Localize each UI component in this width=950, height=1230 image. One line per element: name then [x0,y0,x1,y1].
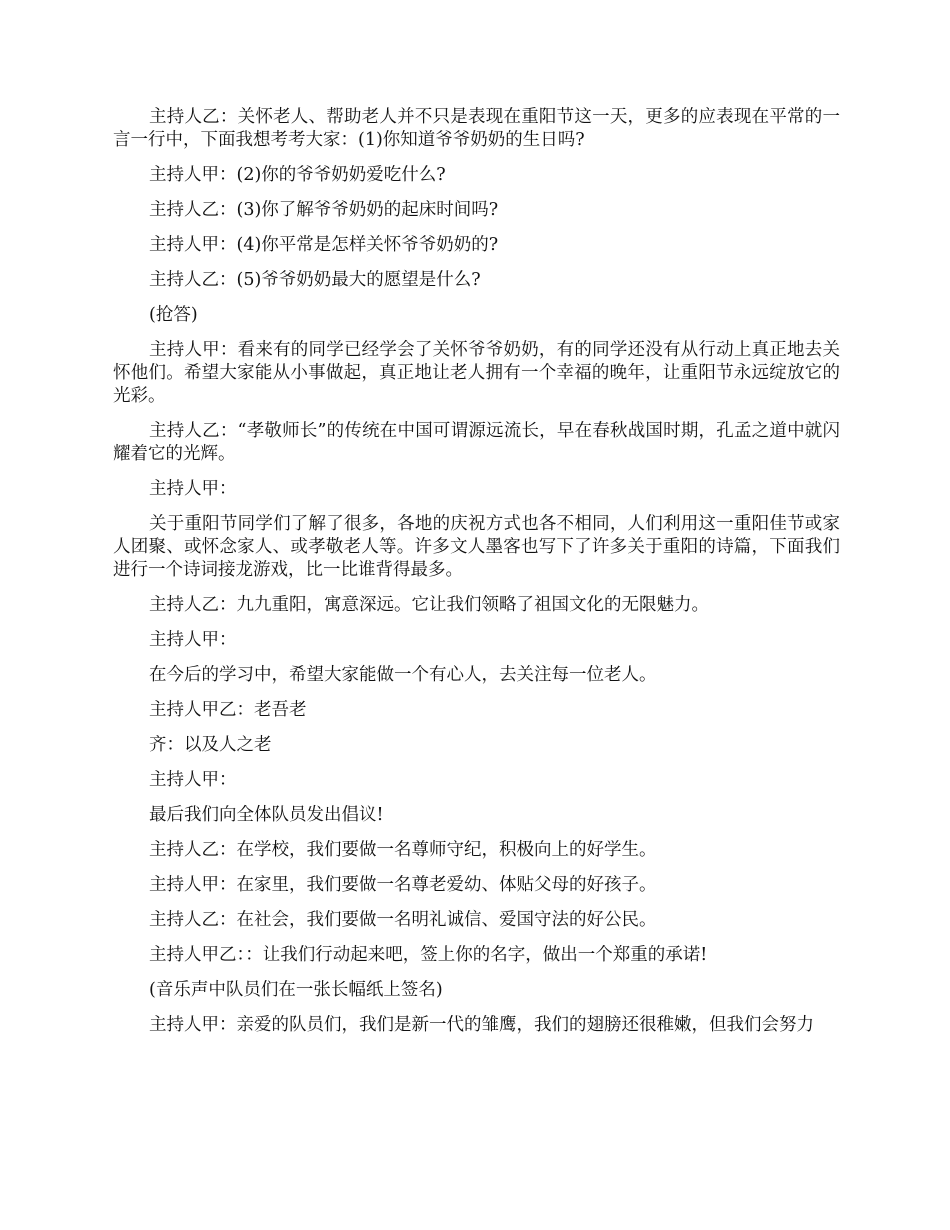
paragraph: 主持人甲乙：：让我们行动起来吧，签上你的名字，做出一个郑重的承诺! [149,945,708,965]
paragraph: 主持人乙：(3)你了解爷爷奶奶的起床时间吗? [149,200,499,220]
paragraph: 齐：以及人之老 [149,735,272,755]
document-body [113,106,840,1049]
paragraph: 在今后的学习中，希望大家能做一个有心人，去关注每一位老人。 [149,665,657,685]
paragraph: 主持人乙：九九重阳，寓意深远。它让我们领略了祖国文化的无限魅力。 [149,595,709,615]
paragraph: 主持人乙：(5)爷爷奶奶最大的愿望是什么? [149,270,481,290]
paragraph: 主持人甲：亲爱的队员们，我们是新一代的雏鹰，我们的翅膀还很稚嫩，但我们会努力 [149,1015,814,1035]
paragraph: 关于重阳节同学们了解了很多，各地的庆祝方式也各不相同，人们利用这一重阳佳节或家人团聚、或怀念家人、或孝敬老人等。许多文人墨客也写下了许多关于重阳的诗篇，下面我们进行一个诗词接龙游戏，比一比谁背得最多。 [113,514,840,580]
paragraph: 主持人甲： [149,770,237,790]
paragraph: 主持人乙：在学校，我们要做一名尊师守纪，积极向上的好学生。 [149,840,657,860]
paragraph: 主持人甲：(4)你平常是怎样关怀爷爷奶奶的? [149,235,499,255]
paragraph: 主持人甲： [149,479,237,499]
paragraph: 主持人甲： [149,630,237,650]
paragraph: 主持人乙：关怀老人、帮助老人并不只是表现在重阳节这一天，更多的应表现在平常的一言一行中，下面我想考考大家：(1)你知道爷爷奶奶的生日吗? [113,107,840,150]
paragraph: 主持人乙：“孝敬师长”的传统在中国可谓源远流长，早在春秋战国时期，孔孟之道中就闪耀着它的光辉。 [113,421,840,464]
paragraph: 主持人甲：(2)你的爷爷奶奶爱吃什么? [149,165,446,185]
paragraph: 主持人甲：在家里，我们要做一名尊老爱幼、体贴父母的好孩子。 [149,875,657,895]
paragraph: 主持人甲乙：老吾老 [149,700,307,720]
paragraph: 主持人甲：看来有的同学已经学会了关怀爷爷奶奶，有的同学还没有从行动上真正地去关怀他们。希望大家能从小事做起，真正地让老人拥有一个幸福的晚年，让重阳节永远绽放它的光彩。 [113,340,840,406]
paragraph: (抢答) [149,305,198,325]
paragraph: 最后我们向全体队员发出倡议! [149,805,384,825]
paragraph: 主持人乙：在社会，我们要做一名明礼诚信、爱国守法的好公民。 [149,910,657,930]
paragraph: (音乐声中队员们在一张长幅纸上签名) [149,980,443,1000]
